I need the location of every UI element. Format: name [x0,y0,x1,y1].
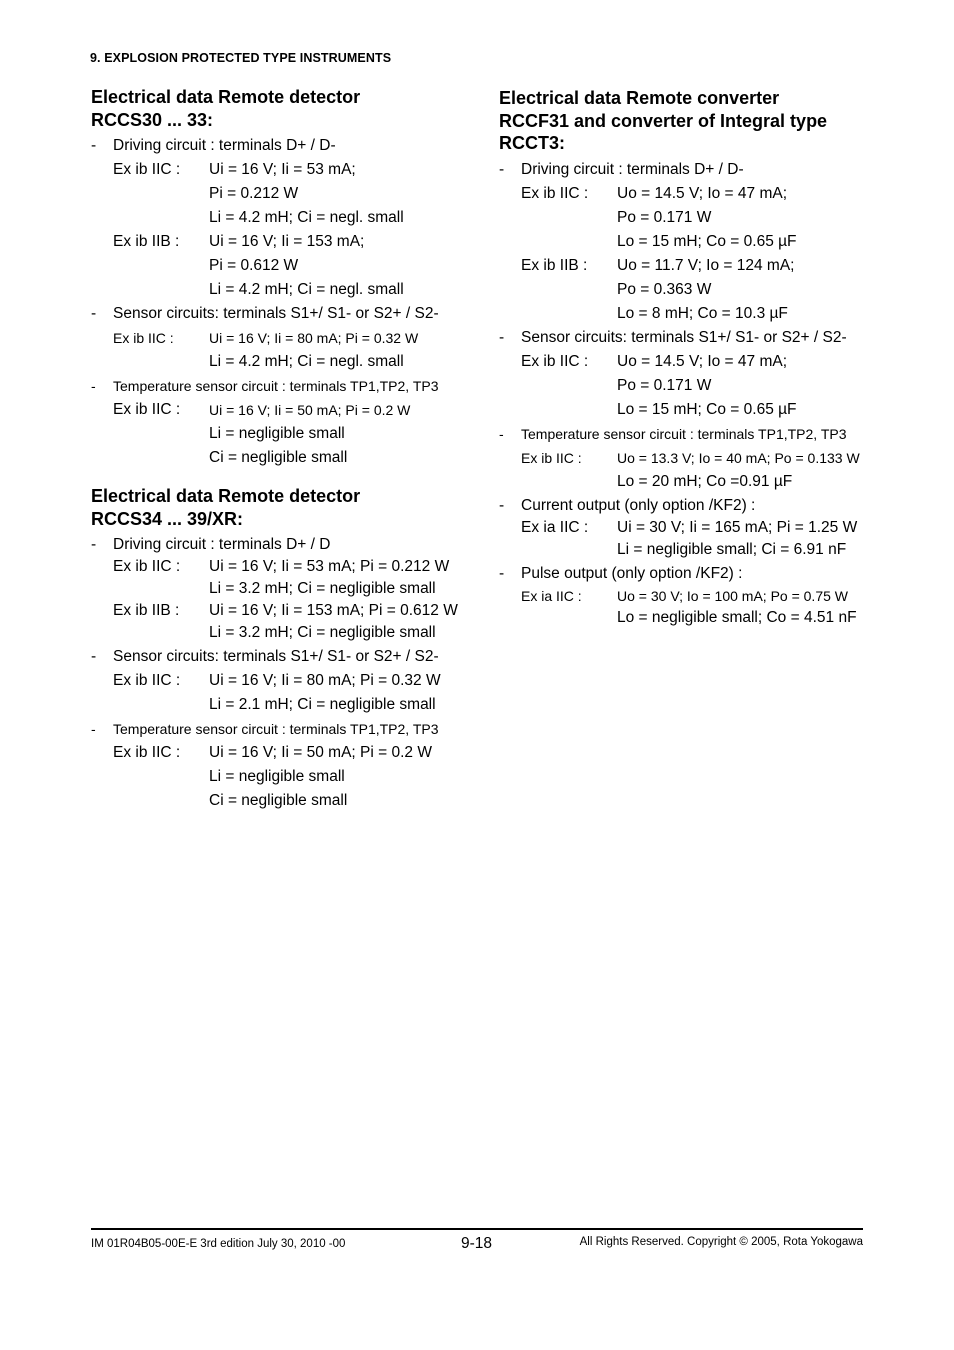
spec-row [91,278,471,302]
title-line: RCCS34 ... 39/XR: [91,508,244,529]
title-line: Electrical data Remote detector [91,486,361,506]
item-text: Temperature sensor circuit : terminals TP1,TP2, TP3 [521,425,847,442]
ex-label: Ex ib IIB : [113,602,180,619]
spec-row [91,669,471,693]
driving-circuit-item [499,158,879,182]
spec-row [91,230,471,254]
spec-value: Ui = 16 V; Ii = 80 mA; Pi = 0.32 W [209,672,441,689]
spec-value: Li = 4.2 mH; Ci = negl. small [209,281,404,298]
spec-row [91,422,471,446]
spec-row [499,254,879,278]
spec-value: Po = 0.171 W [617,376,712,394]
spec-row [91,577,471,601]
section-rccs30 [91,86,471,470]
spec-row [91,693,471,717]
dash-bullet: - [91,378,96,394]
spec-value: Li = negligible small [209,425,345,442]
section-title [91,485,471,530]
sensor-circuit-item [91,645,471,669]
spec-value: Lo = 8 mH; Co = 10.3 µF [617,304,788,322]
spec-value: Uo = 13.3 V; Io = 40 mA; Po = 0.133 W [617,449,860,466]
item-text: Driving circuit : terminals D+ / D- [113,137,336,154]
spec-row [499,182,879,206]
spec-row [499,302,879,326]
spec-value: Ui = 16 V; Ii = 53 mA; [209,161,356,178]
spec-value: Ui = 16 V; Ii = 53 mA; Pi = 0.212 W [209,558,450,575]
dash-bullet: - [91,721,96,737]
ex-label: Ex ib IIC : [113,161,181,178]
spec-value: Ci = negligible small [209,449,348,466]
dash-bullet: - [499,425,504,442]
section-title [499,87,879,155]
spec-value: Ui = 16 V; Ii = 50 mA; Pi = 0.2 W [209,744,432,761]
ex-label: Ex ib IIC : [113,558,181,575]
page-number: 9-18 [461,1235,493,1252]
ex-label: Ex ib IIB : [113,233,180,250]
spec-row [499,538,879,562]
driving-circuit-item [91,533,471,557]
spec-row [499,374,879,398]
spec-value: Po = 0.171 W [617,208,712,226]
section-rccf31 [499,87,879,630]
spec-value: Ui = 16 V; Ii = 80 mA; Pi = 0.32 W [209,330,419,346]
spec-row [91,254,471,278]
spec-value: Uo = 14.5 V; Io = 47 mA; [617,352,788,370]
spec-value: Li = negligible small; Ci = 6.91 nF [617,540,847,558]
dash-bullet: - [499,160,505,178]
spec-row [91,158,471,182]
spec-value: Ui = 30 V; Ii = 165 mA; Pi = 1.25 W [617,518,858,536]
spec-value: Li = 3.2 mH; Ci = negligible small [209,580,436,597]
dash-bullet: - [91,648,97,665]
dash-bullet: - [499,564,505,582]
spec-row [91,446,471,470]
spec-value: Li = 4.2 mH; Ci = negl. small [209,209,404,226]
title-line: RCCT3: [499,133,565,153]
footer-doc-id: IM 01R04B05-00E-E 3rd edition July 30, 2010 -00 [91,1238,346,1250]
spec-row [499,278,879,302]
item-text: Sensor circuits: terminals S1+/ S1- or S2+ / S2- [521,328,847,346]
spec-value: Lo = 20 mH; Co =0.91 µF [617,472,793,490]
item-text: Temperature sensor circuit : terminals TP1,TP2, TP3 [113,721,439,737]
spec-row [499,206,879,230]
ex-label: Ex ib IIC : [113,744,181,761]
spec-value: Li = 3.2 mH; Ci = negligible small [209,624,436,641]
spec-row [499,518,879,538]
driving-circuit-item [91,134,471,158]
spec-row [499,470,879,494]
temp-sensor-item [91,374,471,398]
ex-label: Ex ib IIC : [113,672,181,689]
spec-value: Li = negligible small [209,768,345,785]
dash-bullet: - [499,328,505,346]
spec-value: Ci = negligible small [209,792,348,809]
dash-bullet: - [91,137,97,154]
spec-row [91,398,471,422]
temp-sensor-item [91,717,471,741]
current-output-item [499,494,879,518]
spec-value: Pi = 0.612 W [209,257,299,274]
ex-label: Ex ib IIB : [521,256,588,274]
spec-value: Ui = 16 V; Ii = 50 mA; Pi = 0.2 W [209,402,411,418]
spec-row [91,206,471,230]
sensor-circuit-item [91,302,471,326]
dash-bullet: - [91,305,97,322]
spec-row [91,741,471,765]
spec-row [499,606,879,630]
ex-label: Ex ia IIC : [521,518,589,536]
sensor-circuit-item [499,326,879,350]
dash-bullet: - [499,496,505,514]
spec-value: Ui = 16 V; Ii = 153 mA; Pi = 0.612 W [209,602,458,619]
temp-sensor-item [499,422,879,446]
spec-row [499,586,879,606]
section-rccs34 [91,485,471,813]
spec-value: Uo = 14.5 V; Io = 47 mA; [617,184,788,202]
ex-label: Ex ib IIC : [521,352,589,370]
spec-row [91,326,471,350]
spec-row [499,350,879,374]
chapter-header: 9. EXPLOSION PROTECTED TYPE INSTRUMENTS [90,51,392,65]
title-line: Electrical data Remote converter [499,88,780,108]
item-text: Temperature sensor circuit : terminals TP1,TP2, TP3 [113,378,439,394]
spec-row [91,621,471,645]
spec-value: Ui = 16 V; Ii = 153 mA; [209,233,365,250]
spec-row [91,182,471,206]
item-text: Current output (only option /KF2) : [521,496,756,514]
spec-row [91,765,471,789]
dash-bullet: - [91,536,97,553]
spec-value: Li = 2.1 mH; Ci = negligible small [209,696,436,713]
spec-row [91,789,471,813]
ex-label: Ex ia IIC : [521,587,582,604]
pulse-output-item [499,562,879,586]
spec-value: Li = 4.2 mH; Ci = negl. small [209,353,404,370]
spec-row [499,230,879,254]
spec-value: Lo = negligible small; Co = 4.51 nF [617,608,857,626]
spec-value: Lo = 15 mH; Co = 0.65 µF [617,400,797,418]
spec-value: Po = 0.363 W [617,280,712,298]
ex-label: Ex ib IIC : [113,401,181,418]
item-text: Pulse output (only option /KF2) : [521,564,743,582]
title-line: Electrical data Remote detector [91,87,361,107]
ex-label: Ex ib IIC : [521,449,582,466]
spec-row [499,446,879,470]
spec-value: Uo = 11.7 V; Io = 124 mA; [617,256,795,274]
item-text: Sensor circuits: terminals S1+/ S1- or S2+ / S2- [113,648,439,665]
spec-row [91,350,471,374]
footer-copyright: All Rights Reserved. Copyright © 2005, Rota Yokogawa [579,1236,863,1248]
spec-value: Uo = 30 V; Io = 100 mA; Po = 0.75 W [617,587,848,604]
spec-row [91,557,471,577]
ex-label: Ex ib IIC : [113,330,174,346]
item-text: Sensor circuits: terminals S1+/ S1- or S2+ / S2- [113,305,439,322]
item-text: Driving circuit : terminals D+ / D [113,536,331,553]
spec-value: Pi = 0.212 W [209,185,299,202]
ex-label: Ex ib IIC : [521,184,589,202]
spec-row [499,398,879,422]
title-line: RCCF31 and converter of Integral type [499,110,828,131]
item-text: Driving circuit : terminals D+ / D- [521,160,744,178]
section-title [91,86,471,131]
title-line: RCCS30 ... 33: [91,109,214,130]
spec-value: Lo = 15 mH; Co = 0.65 µF [617,232,797,250]
footer-divider [91,1228,863,1230]
spec-row [91,601,471,621]
